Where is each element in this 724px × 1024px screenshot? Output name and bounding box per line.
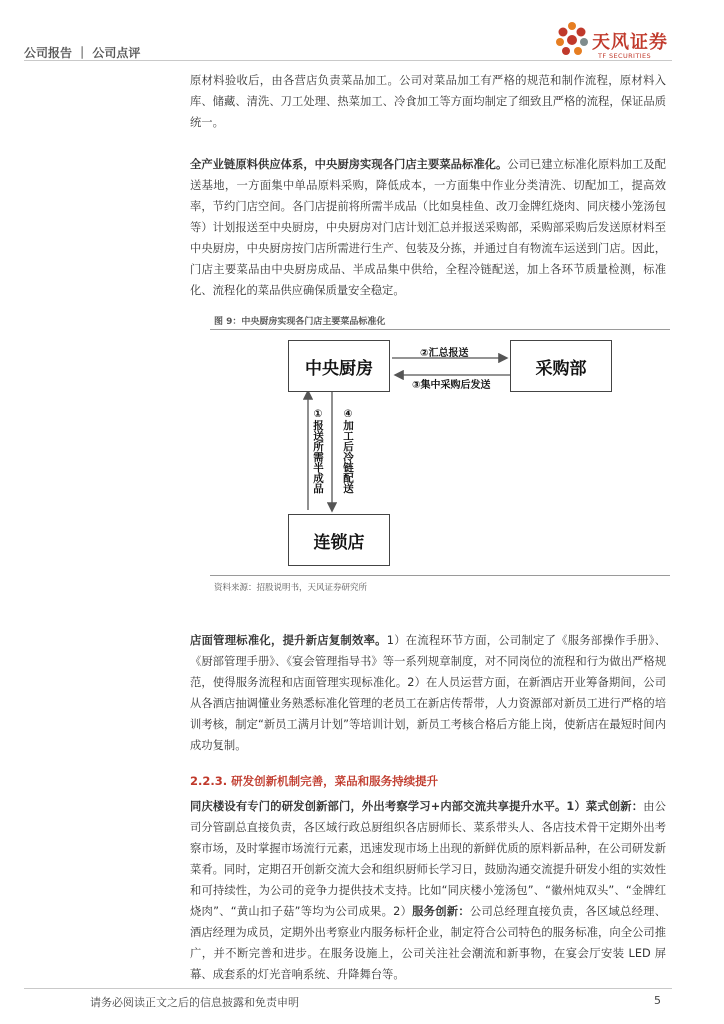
paragraph-2 [190, 154, 666, 301]
para3-body: 1）在流程环节方面，公司制定了《服务部操作手册》、《厨部管理手册》、《宴会管理指导书》等一系列规章制度，对不同岗位的流程和行为做出严格规范，使得服务流程和店面管理实现标准化。2）在人员运营方面，在新酒店开业筹备期间，公司从各酒店抽调懂业务熟悉标准化管理的老员工在新店传帮带，人力资源部对新员工进行严格的培训考核，制定“新员工满月计划”等培训计划，新员工考核合格后方能上岗，使新店在最短时间内成功复制。 [190, 634, 666, 752]
para4-mid: 由公司分管副总直接负责，各区域行政总厨组织各店厨师长、菜系带头人、各店技术骨干定期外出考察市场，及时掌握市场流行元素，迅速发现市场上出现的新鲜优质的原料新品种，在公司研发新菜肴。同时，定期召开创新交流大会和组织厨师长学习日，鼓励沟通交流提升研发小组的实效性和可持续性，为公司的竞争力提供技术支持。比如“同庆楼小笼汤包”、“徽州炖双头”、“金牌红烧肉”、“黄山扣子菇”等均为公司成果。2） [190, 800, 666, 918]
header-divider [24, 60, 672, 61]
para4-lead: 同庆楼设有专门的研发创新部门，外出考察学习+内部交流共享提升水平。1）菜式创新： [190, 800, 644, 813]
figure-top-rule [210, 329, 670, 330]
edge-label-2: ②汇总报送 [420, 348, 469, 359]
para2-lead: 全产业链原料供应体系，中央厨房实现各门店主要菜品标准化。 [190, 158, 508, 171]
para2-body: 公司已建立标准化原料加工及配送基地，一方面集中单品原料采购，降低成本，一方面集中作业分类清洗、切配加工，提高效率，节约门店空间。各门店提前将所需半成品（比如臭桂鱼、改刀金牌红烧肉、同庆楼小笼汤包等）计划报送至中央厨房，中央厨房对门店计划汇总并报送采购部，采购部采购后发送原材料至中央厨房，中央厨房按门店所需进行生产、包装及分拣，并通过自有物流车运送到门店。因此，门店主要菜品由中央厨房成品、半成品集中供给，全程冷链配送，加上各环节质量检测，标准化、流程化的菜品供应确保质量安全稳定。 [190, 158, 666, 297]
figure-source: 资料来源：招股说明书，天风证券研究所 [214, 583, 368, 593]
paragraph-3 [190, 630, 666, 756]
para4-lead2: 服务创新： [412, 905, 470, 918]
page-number: 5 [654, 994, 661, 1007]
para4-body: 公司总经理直接负责，各区域总经理、酒店经理为成员，定期外出考察业内服务标杆企业，制定符合公司特色的服务标准，向全公司推广，并不断完善和进步。在服务设施上，公司关注社会潮流和新事物，在宴会厅安装 LED 屏幕、成套系的灯光音响系统、升降舞台等。 [190, 905, 666, 981]
node-chain-store: 连锁店 [288, 514, 390, 566]
edge-label-3: ③集中采购后发送 [412, 380, 491, 391]
para1-text: 原材料验收后，由各营店负责菜品加工。公司对菜品加工有严格的规范和制作流程，原材料入库、储藏、清洗、刀工处理、热菜加工、冷食加工等方面均制定了细致且严格的流程，保证品质统一。 [190, 74, 666, 129]
section-heading: 2.2.3. 研发创新机制完善，菜品和服务持续提升 [190, 774, 439, 788]
footer-disclaimer: 请务必阅读正文之后的信息披露和免责申明 [90, 996, 299, 1009]
logo-name-en: TF SECURITIES [598, 52, 652, 60]
footer-divider [24, 988, 672, 989]
node-central-kitchen: 中央厨房 [288, 340, 390, 392]
node-purchasing: 采购部 [510, 340, 612, 392]
doc-type-label: 公司报告 ｜ 公司点评 [24, 46, 141, 60]
para3-lead: 店面管理标准化，提升新店复制效率。 [190, 634, 387, 647]
logo-mark-icon [554, 20, 590, 60]
logo-name-cn: 天风证券 [592, 32, 668, 53]
brand-logo [554, 20, 684, 64]
edge-label-4: ④加工后冷链配送 [342, 408, 354, 494]
paragraph-1 [190, 70, 666, 133]
figure-title: 图 9：中央厨房实现各门店主要菜品标准化 [214, 317, 386, 327]
figure-bottom-rule [210, 575, 670, 576]
paragraph-4 [190, 796, 666, 985]
edge-label-1: ①报送所需半成品 [312, 408, 324, 494]
